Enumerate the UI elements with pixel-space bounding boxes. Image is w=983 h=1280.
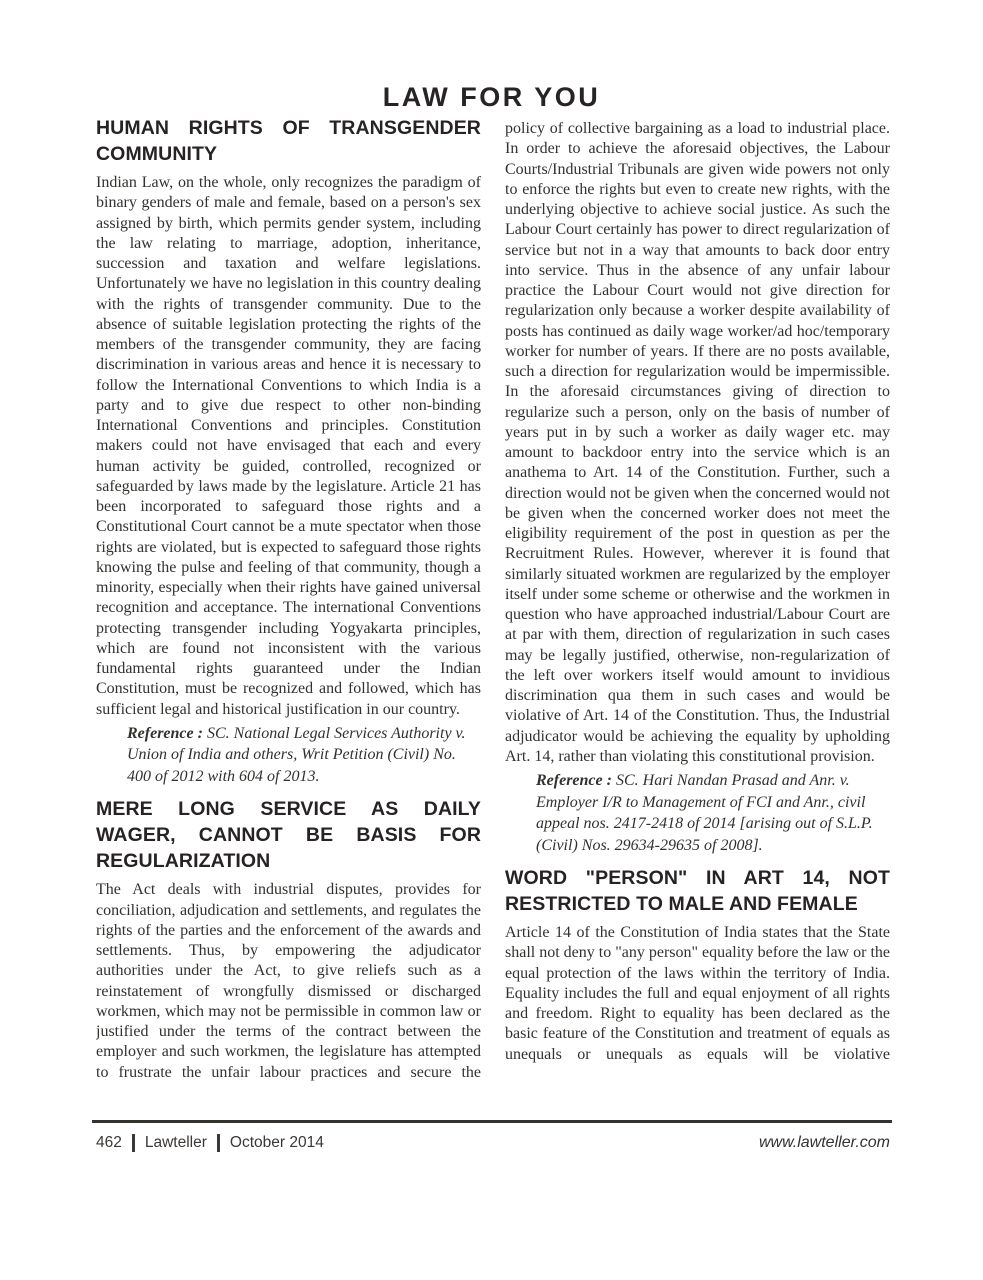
heading-human-rights-transgender: HUMAN RIGHTS OF TRANSGENDER COMMUNITY xyxy=(96,117,481,165)
reference-text: SC. National Legal Services Authority v. Union of India and others, Writ Petition (Civil) No. 400 of 2012 with 604 of 2013. xyxy=(127,724,466,785)
paragraph-long-service-continued: policy of collective bargaining as a load to industrial place. In order to achieve the aforesaid objectives, the Labour Courts/Industrial Tribunals are given wide powers not only to enforce the rights but even to create new rights, with the underlying objective to achieve social justice. As such the Labour Court certainly has power to direct regularization of service but not in a way that amounts to back door entry into service. Thus in the absence of any unfair labour practice the Labour Court would not give direction for regularization only because a worker despite availability of posts has continued as daily wage worker/ad hoc/temporary worker for number of years. If there are no posts available, such a direction for regularization would be impermissible. In the aforesaid circumstances giving of direction to regularize such a person, only on the basis of number of years put in by such a worker as daily wager etc. may amount to backdoor entry into the service which is an anathema to Art. 14 of the Constitution. Further, such a direction would not be given when the concerned would not be given when the concerned worker does not meet the eligibility requirement of the post in question as per the Recruitment Rules. However, wherever it is found that similarly situated workmen are regularized by the employer itself under some scheme or otherwise and the workmen in question who have approached industrial/Labour Court are at par with them, direction of regularization in such cases may be legally justified, otherwise, non-regularization of the left over workers itself would amount to invidious discrimination qua them in such cases and would be violative of Art. 14 of the Constitution. Thus, the Industrial adjudicator would be achieving the equality by upholding Art. 14, rather than violating this constitutional provision. xyxy=(505,120,890,765)
issue-date: October 2014 xyxy=(229,1134,324,1151)
page-footer xyxy=(96,1132,890,1154)
paragraph-long-service: The Act deals with industrial disputes, provides for conciliation, adjudication and settlements, and regulates the rights of the parties and the enforcement of the awards and settlements. Thus, by empowering the adjudicator authorities under the Act, to give reliefs such as a reinstatement of wrongfully dismissed or discharged workmen, which may not be permissible in common law or justified under the terms of the contract between the employer and such workmen, the legislature has attempted to frustrate the unfair labour practices and secure the xyxy=(96,881,481,1081)
heading-mere-long-service: MERE LONG SERVICE AS DAILY WAGER, CANNOT BE BASIS FOR REGULARIZATION xyxy=(96,798,481,873)
reference-label: Reference : xyxy=(536,772,612,789)
page-title: LAW FOR YOU xyxy=(382,82,601,112)
footer-divider xyxy=(132,1134,135,1152)
left-column xyxy=(96,110,481,1116)
case-reference-nalsa xyxy=(127,723,481,788)
heading-word-person-art14: WORD "PERSON" IN ART 14, NOT RESTRICTED TO MALE AND FEMALE xyxy=(505,867,890,915)
paragraph-article-14: Article 14 of the Constitution of India states that the State shall not deny to "any person" equality before the law or the equal protection of the laws within the territory of India. Equality includes the full and equal enjoyment of all rights and freedom. Right to equality has been declared as the basic feature of the Constitution and treatment of equals as unequals or unequals as equals will be violative xyxy=(505,924,890,1063)
case-reference-hari-nandan xyxy=(536,770,890,856)
reference-text: SC. Hari Nandan Prasad and Anr. v. Employer I/R to Management of FCI and Anr., civil appeal nos. 2417-2418 of 2014 [arising out of S.L.P. (Civil) Nos. 29634-29635 of 2008]. xyxy=(536,772,873,854)
reference-label: Reference : xyxy=(127,724,203,742)
paragraph-human-rights: Indian Law, on the whole, only recognizes the paradigm of binary genders of male and female, based on a person's sex assigned by birth, which permits gender system, including the law relating to marriage, adoption, inheritance, succession and taxation and welfare legislations. Unfortunately we have no legislation in this country dealing with the rights of transgender community. Due to the absence of suitable legislation protecting the rights of the members of the transgender community, they are facing discrimination in various areas and hence it is necessary to follow the International Conventions to which India is a party and to give due respect to other non-binding International Conventions and principles. Constitution makers could not have envisaged that each and every human activity be guided, controlled, recognized or safeguarded by laws made by the legislature. Article 21 has been incorporated to safeguard those rights and a Constitutional Court cannot be a mute spectator when those rights are violated, but is expected to safeguard those rights knowing the pulse and feeling of that community, though a minority, especially when their rights have gained universal recognition and acceptance. The international Conventions protecting transgender including Yogyakarta principles, which are found not inconsistent with the various fundamental rights guaranteed under the Indian Constitution, must be recognized and followed, which has sufficient legal and historical justification in our country. xyxy=(96,174,481,718)
article-columns xyxy=(96,110,890,1116)
magazine-name: Lawteller xyxy=(144,1134,207,1151)
page-number: 462 xyxy=(96,1134,122,1151)
footer-divider xyxy=(217,1134,220,1152)
footer-rule xyxy=(92,1120,892,1123)
right-column xyxy=(505,110,890,1116)
website-url: www.lawteller.com xyxy=(759,1134,890,1151)
